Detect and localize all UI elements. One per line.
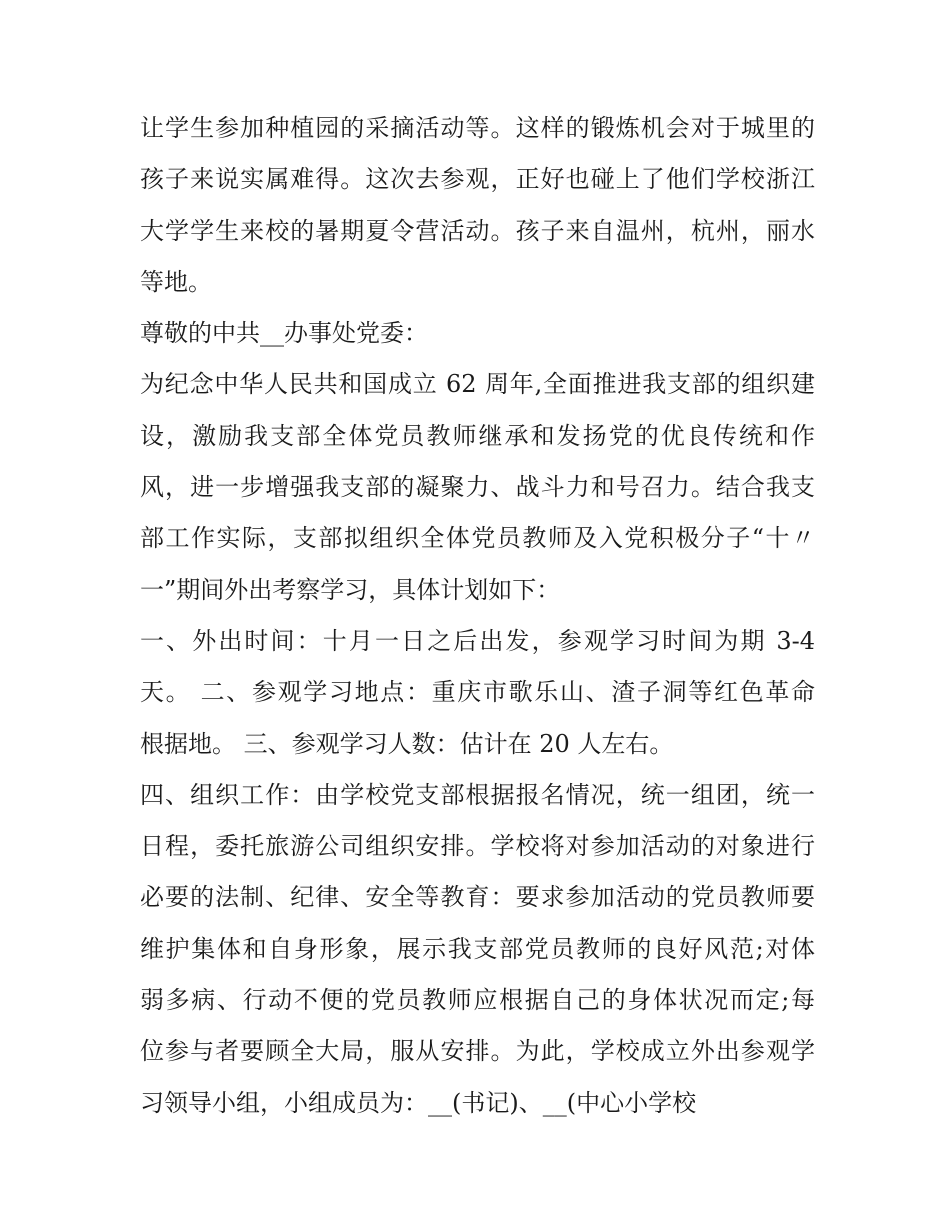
text-line: 风，进一步增强我支部的凝聚力、战斗力和号召力。结合我支 — [140, 473, 815, 502]
text-line: 必要的法制、纪律、安全等教育：要求参加活动的党员教师要 — [140, 883, 815, 912]
text-line: 为纪念中华人民共和国成立 62 周年,全面推进我支部的组织建 — [140, 370, 815, 399]
text-line: 日程，委托旅游公司组织安排。学校将对参加活动的对象进行 — [140, 832, 815, 861]
document-page — [140, 103, 815, 1129]
text-line: 一”期间外出考察学习，具体计划如下： — [140, 575, 561, 604]
text-line: 等地。 — [140, 267, 212, 296]
text-line: 习领导小组，小组成员为：__(书记)、__(中心小学校 — [140, 1088, 697, 1117]
text-line: 让学生参加种植园的采摘活动等。这样的锻炼机会对于城里的 — [140, 114, 815, 142]
text-line: 天。 二、参观学习地点：重庆市歌乐山、渣子洞等红色革命 — [140, 678, 815, 707]
text-line: 孩子来说实属难得。这次去参观，正好也碰上了他们学校浙江 — [140, 165, 815, 194]
text-line: 尊敬的中共__办事处党委： — [140, 319, 428, 348]
text-line: 设，激励我支部全体党员教师继承和发扬党的优良传统和作 — [140, 421, 815, 450]
text-line: 四、组织工作：由学校党支部根据报名情况，统一组团，统一 — [140, 780, 815, 809]
text-line: 部工作实际，支部拟组织全体党员教师及入党积极分子“十〃 — [140, 524, 815, 553]
text-line: 维护集体和自身形象，展示我支部党员教师的良好风范;对体 — [140, 934, 815, 963]
text-line: 大学学生来校的暑期夏令营活动。孩子来自温州，杭州，丽水 — [140, 216, 815, 245]
text-line: 位参与者要顾全大局，服从安排。为此，学校成立外出参观学 — [140, 1037, 815, 1066]
text-line: 弱多病、行动不便的党员教师应根据自己的身体状况而定;每 — [140, 986, 815, 1015]
text-line: 根据地。 三、参观学习人数：估计在 20 人左右。 — [140, 729, 674, 758]
text-line: 一、外出时间：十月一日之后出发，参观学习时间为期 3-4 — [140, 626, 815, 655]
